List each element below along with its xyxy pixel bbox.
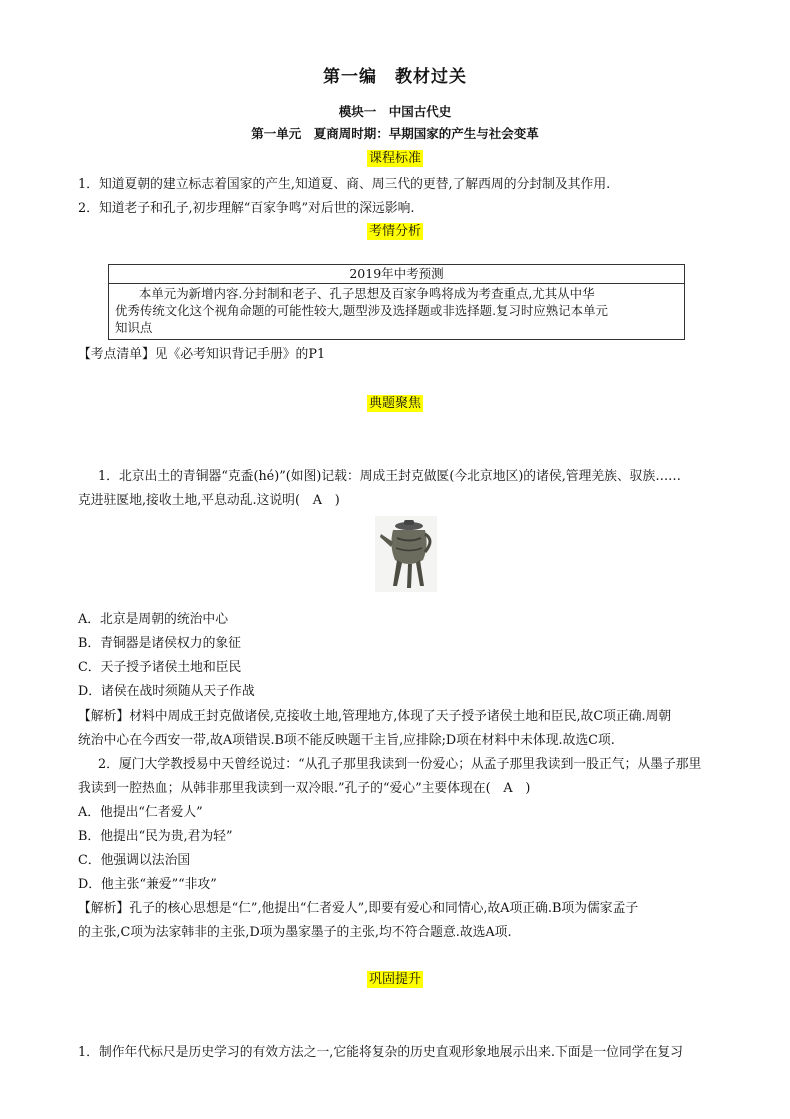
forecast-line: 优秀传统文化这个视角命题的可能性较大,题型涉及选择题或非选择题.复习时应熟记本单元 [115,303,608,318]
section-focus-label: 典题聚焦 [368,396,421,411]
q1-stem-line: 克进驻匽地,接收土地,平息动乱.这说明( A ) [78,493,340,508]
unit-title: 第一单元 夏商周时期：早期国家的产生与社会变革 [251,126,539,141]
forecast-body [109,284,684,336]
checklist-note: 【考点清单】见《必考知识背记手册》的P1 [78,347,326,362]
bronze-vessel-icon [375,516,437,592]
q2-option: D．他主张“兼爱”“非攻” [78,877,217,892]
forecast-box [108,264,685,340]
standard-item: 1．知道夏朝的建立标志着国家的产生,知道夏、商、周三代的更替,了解西周的分封制及其作用. [78,177,611,192]
forecast-line: 本单元为新增内容.分封制和老子、孔子思想及百家争鸣将成为考查重点,尤其从中华 [138,286,595,301]
q3-stem-line: 1．制作年代标尺是历史学习的有效方法之一,它能将复杂的历史直观形象地展示出来.下面是一位同学在复习 [78,1045,683,1060]
q2-analysis-line: 【解析】孔子的核心思想是“仁”,他提出“仁者爱人”,即要有爱心和同情心,故A项正确.B项为儒家孟子 [78,901,639,916]
q2-option: C．他强调以法治国 [78,853,191,868]
q1-analysis-line: 【解析】材料中周成王封克做诸侯,克接收土地,管理地方,体现了天子授予诸侯土地和臣民,故C项正确.周朝 [78,709,672,724]
bronze-vessel-image [375,516,437,592]
forecast-line: 知识点 [115,320,153,335]
q1-analysis-line: 统治中心在今西安一带,故A项错误.B项不能反映题干主旨,应排除;D项在材料中未体现.故选C项. [78,733,615,748]
q1-stem-line: 1．北京出土的青铜器“克盉(hé)”(如图)记载：周成王封克做匽(今北京地区)的诸侯,管理羌族、驭族…… [98,469,681,484]
q1-option: C．天子授予诸侯土地和臣民 [78,660,242,675]
module-title: 模块一 中国古代史 [338,104,452,119]
section-analysis [0,220,790,239]
q1-option: B．青铜器是诸侯权力的象征 [78,636,241,651]
q1-option: D．诸侯在战时须随从天子作战 [78,684,255,699]
q2-option: A．他提出“仁者爱人” [78,805,203,820]
q2-stem-line: 2．厦门大学教授易中天曾经说过：“从孔子那里我读到一份爱心；从孟子那里我读到一股正气；从墨子那里 [98,757,702,772]
page-title: 第一编 教材过关 [323,67,467,87]
section-consolidate-label: 巩固提升 [368,972,421,987]
section-consolidate [0,968,790,987]
section-standard-label: 课程标准 [368,151,421,166]
q2-analysis-line: 的主张,C项为法家韩非的主张,D项为墨家墨子的主张,均不符合题意.故选A项. [78,925,512,940]
section-analysis-label: 考情分析 [368,224,421,239]
standard-item: 2．知道老子和孔子,初步理解“百家争鸣”对后世的深远影响. [78,201,415,216]
section-focus [0,392,790,411]
section-standard [0,147,790,166]
q2-option: B．他提出“民为贵,君为轻” [78,829,233,844]
forecast-title: 2019年中考预测 [109,265,684,284]
q1-option: A．北京是周朝的统治中心 [78,612,229,627]
q2-stem-line: 我读到一腔热血；从韩非那里我读到一双冷眼.”孔子的“爱心”主要体现在( A ) [78,781,531,796]
